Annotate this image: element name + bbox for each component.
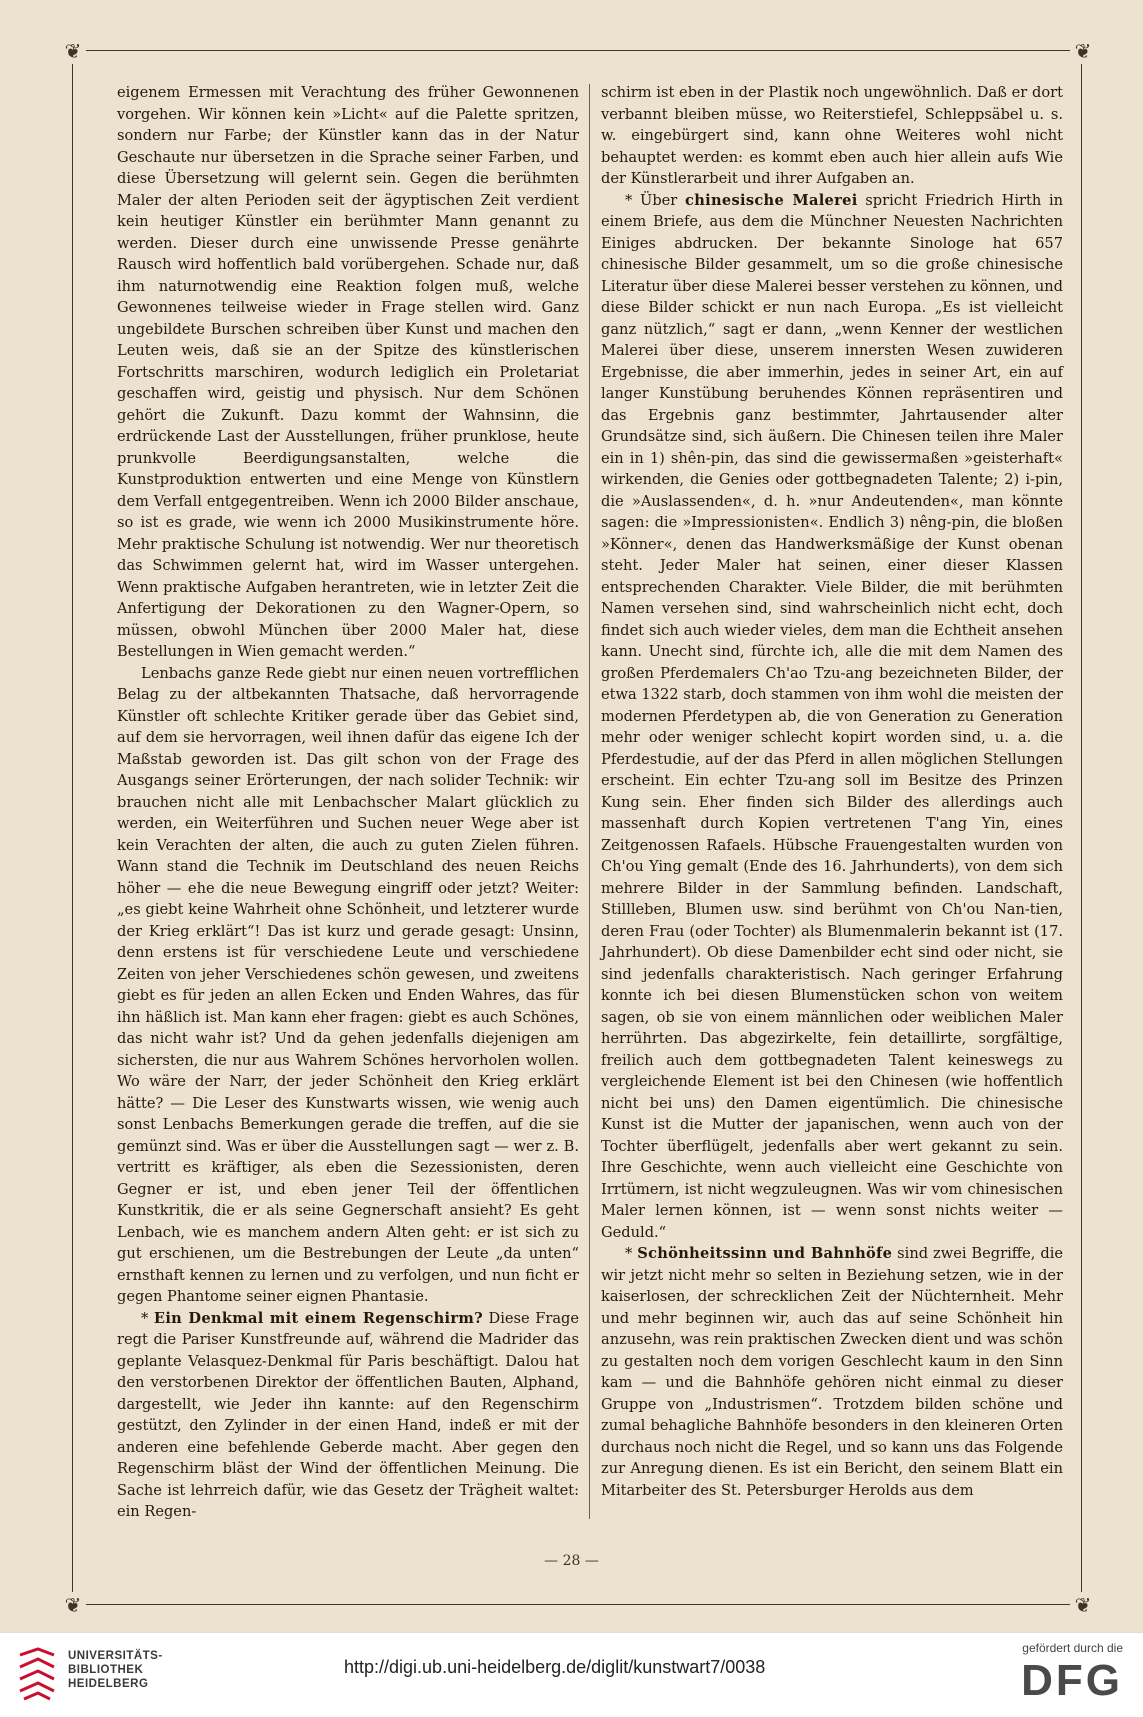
institution-name <box>68 1649 163 1691</box>
section-body: sind zwei Begriffe, die wir jetzt nicht mehr so selten in Beziehung setzen, wie in der kaiserlosen, der schrecklichen Zeit der Nüchternheit. Mehr und mehr beginnen wir, auch das auf seine Schönheit hin anzusehn, was rein praktischen Zwecken dient und was schön zu gestalten noch dem vorigen Geschlecht kaum in den Sinn kam — und die Bahnhöfe gehören nicht einmal zu dieser Gruppe von „Industrismen“. Trotzdem bilden schöne und zumal behagliche Bahnhöfe besonders in den kleineren Orten durchaus noch nicht die Regel, und so kann uns das Folgende zur Anregung dienen. Es ist ein Bericht, den seinem Blatt ein Mitarbeiter des St. Petersburger Herolds aus dem <box>601 1245 1064 1499</box>
institution-line: BIBLIOTHEK <box>68 1664 144 1676</box>
section-body: spricht Friedrich Hirth in einem Briefe, aus dem die Münchner Neuesten Nachrichten Einiges abdrucken. Der bekannte Sinologe hat 657 chinesische Bilder gesammelt, um so die große chinesische Literatur über diese Malerei besser verstehen zu können, und diese Bilder schickt er nun nach Europa. „Es ist vielleicht ganz nützlich,“ sagt er dann, „wenn Kenner der westlichen Malerei über diese, unserem innersten Wesen zuwideren Ergebnisse, die aber immerhin, jedes in seiner Art, ein auf langer Kunstübung beruhendes Können repräsentiren und das Ergebnis ganz bestimmter, Jahrtausender alter Grundsätze sind, sich äußern. Die Chinesen teilen ihre Maler ein in 1) shên-pin, das sind die gewissermaßen »geisterhaft« wirkenden, die Genies oder gottbegnadeten Talente; 2) i-pin, die »Auslassenden«, d. h. »nur Andeutenden«, man könnte sagen: die »Impressionisten«. Endlich 3) nêng-pin, die bloßen »Könner«, denen das Handwerksmäßige der Kunst obenan steht. Jeder Maler hat seinen, einer dieser Klassen entsprechenden Charakter. Viele Bilder, die mit berühmten Namen versehen sind, sind wahrscheinlich nicht echt, doch findet sich auch wieder vieles, dem man die Echtheit ansehen kann. Unecht sind, fürchte ich, alle die mit dem Namen des großen Pferdemalers Ch'ao Tzu-ang bezeichneten Bilder, der etwa 1322 starb, doch stammen von ihm wohl die meisten der modernen Pferdetypen ab, die von Generation zu Generation mehr oder weniger schlecht kopirt worden sind, u. a. die Pferdestudie, auf der das Pferd in allen möglichen Stellungen erscheint. Ein echter Tzu-ang soll im Besitze des Prinzen Kung sein. Eher finden sich Bilder des allerdings auch massenhaft durch Kopien vertretenen T'ang Yin, eines Zeitgenossen Rafaels. Hübsche Frauengestalten wurden von Ch'ou Ying gemalt (Ende des 16. Jahrhunderts), von dem sich mehrere Bilder in der Sammlung befinden. Landschaft, Stillleben, Blumen usw. sind berühmt von Ch'ou Nan-tien, deren Frau (oder Tochter) als Blumenmalerin bekannt ist (17. Jahrhundert). Ob diese Damenbilder echt sind oder nicht, sie sind jedenfalls charakteristisch. Nach geringer Erfahrung konnte ich bei diesen Blumenstücken schon von weitem sagen, ob sie von einem männlichen oder weiblichen Maler herrührten. Das abgezirkelte, fein detaillirte, sorgfältige, freilich auch dem gottbegnadeten Talent keineswegs zu vergleichende Element ist bei den Chinesen (wie hoffentlich nicht bei uns) den Damen eigentümlich. Die chinesische Kunst ist die Mutter der japanischen, wenn auch von der Tochter überflügelt, jedenfalls aber wert gekannt zu sein. Ihre Geschichte, wenn auch vielleicht eine Geschichte von Irrtümern, ist nicht wegzuleugnen. Was wir vom chinesischen Maler lernen können, ist — wenn sonst nichts weiter — Geduld.“ <box>601 191 1064 1241</box>
funded-by-label: gefördert durch die <box>1022 1641 1123 1655</box>
dfg-logo[interactable]: DFG <box>1021 1656 1123 1705</box>
section-marker: * <box>625 191 633 209</box>
section-marker: * <box>141 1309 149 1327</box>
section-lead: Über <box>640 191 678 209</box>
university-logo-icon[interactable] <box>14 1645 62 1705</box>
paragraph: schirm ist eben in der Plastik noch ungewöhnlich. Daß er dort verbannt bleiben müsse, wo Reiterstiefel, Schleppsäbel u. s. w. eingebürgert sind, kann ohne Weiteres wohl nicht behauptet werden: es kommt eben auch hier allein aufs Wie der Künstlerarbeit und ihrer Aufgaben an. <box>601 84 1063 187</box>
section-marker: * <box>625 1245 633 1262</box>
section-chinesische-malerei <box>601 190 1063 1244</box>
column-divider <box>589 84 590 1519</box>
paragraph: eigenem Ermessen mit Verachtung des früher Gewonnenen vorgehen. Wir können kein »Licht« auf die Palette spritzen, sondern nur Farbe; der Künstler kann das in der Natur Geschaute nur übersetzen in die Sprache seiner Farben, und diese Übersetzung will gelernt sein. Gegen die berühmten Maler der alten Perioden seit der ägyptischen Zeit verdient kein heutiger Künstler ein berühmter Mann genannt zu werden. Dieser durch eine unwissende Presse genährte Rausch wird hoffentlich bald vorübergehen. Schade nur, daß ihm naturnotwendig eine Reaktion folgen muß, welche Gewonnenes teilweise wieder in Frage stellen wird. Ganz ungebildete Burschen schreiben über Kunst und machen den Leuten weis, daß sie an der Spitze des künstlerischen Fortschritts marschiren, wodurch lediglich ein Proletariat geschaffen wird, geistig und physisch. Nur dem Schönen gehört die Zukunft. Dazu kommt der Wahnsinn, die erdrückende Last der Ausstellungen, früher prunklose, heute prunkvolle Beerdigungsanstalten, welche die Kunstproduktion entwerten und eine Menge von Künstlern dem Verfall entgegentreiben. Wenn ich 2000 Bilder anschaue, so ist es grade, wie wenn ich 2000 Musikinstrumente höre. Mehr praktische Schulung ist notwendig. Wer nur theoretisch das Schwimmen gelernt hat, wird im Wasser untergehen. Wenn praktische Aufgaben herantreten, wie in letzter Zeit die Anfertigung der Dekorationen zu den Wagner-Opern, so müssen, obwohl München über 2000 Maler hat, diese Bestellungen in Wien gemacht werden.“ <box>117 84 579 660</box>
section-heading: Schönheitssinn und Bahnhöfe <box>637 1245 893 1262</box>
paragraph: Lenbachs ganze Rede giebt nur einen neuen vortrefflichen Belag zu der altbekannten Thatsache, daß hervorragende Künstler oft schlechte Kritiker gerade über das Gebiet sind, auf dem sie hervorragen, weil ihnen dafür das eigene Ich der Maßstab geworden ist. Das gilt schon von der Frage des Ausgangs seiner Erörterungen, der nach solider Technik: wir brauchen nicht alle mit Lenbachscher Malart glücklich zu werden, ein Weiterführen und Suchen neuer Wege aber ist kein Verachten der alten, die auch zu guten Zielen führen. Wann stand die Technik im Deutschland des neuen Reichs höher — ehe die neue Bewegung eingriff oder jetzt? Weiter: „es giebt keine Wahrheit ohne Schönheit, und letzterer wurde der Krieg erklärt“! Das ist kurz und gerade gesagt: Unsinn, denn erstens ist für verschiedene Leute und verschiedene Zeiten von jeher Verschiedenes schön gewesen, und zweitens giebt es für jeden an allen Ecken und Enden Wahres, das für ihn häßlich ist. Man kann eher fragen: giebt es auch Schönes, das nicht wahr ist? Und da gehen jedenfalls diejenigen am sichersten, die nur aus Wahrem Schönes hervorholen wollen. Wo wäre der Narr, der jeder Schönheit den Krieg erklärt hätte? — Die Leser des Kunstwarts wissen, wie wenig auch sonst Lenbachs Bemerkungen gerade die treffen, auf die sie gemünzt sind. Was er über die Ausstellungen sagt — wer z. B. vertritt es kräftiger, als eben die Sezessionisten, deren Gegner er ist, und eben jener Teil der öffentlichen Kunstkritik, die er als seine Gegnerschaft ansieht? Es geht Lenbach, wie es manchem andern Alten geht: er ist sich zu gut erschienen, um die Bestrebungen der Leute „da unten“ ernsthaft kennen zu lernen und zu verfolgen, und nun ficht er gegen Phantome seiner eignen Phantasie. <box>117 664 579 1305</box>
section-heading: Ein Denkmal mit einem Regenschirm? <box>153 1309 483 1327</box>
institution-line: HEIDELBERG <box>68 1678 149 1690</box>
section-ein-denkmal <box>117 1308 579 1523</box>
corner-ornament-icon: ❦ <box>60 38 86 64</box>
section-heading: chinesische Malerei <box>685 191 858 209</box>
institution-line: UNIVERSITÄTS- <box>68 1650 163 1662</box>
permalink-url[interactable]: http://digi.ub.uni-heidelberg.de/diglit/kunstwart7/0038 <box>344 1657 766 1677</box>
corner-ornament-icon: ❦ <box>1070 1592 1096 1618</box>
left-column <box>117 82 579 1523</box>
corner-ornament-icon: ❦ <box>60 1592 86 1618</box>
section-schoenheitssinn <box>601 1243 1063 1501</box>
section-body: Diese Frage regt die Pariser Kunstfreunde auf, während die Madrider das geplante Velasquez-Denkmal für Paris beschäftigt. Dalou hat den verstorbenen Direktor der öffentlichen Bauten, Alphand, dargestellt, wie Jeder ihn kannte: auf den Regenschirm gestützt, den Zylinder in der einen Hand, indeß er mit der anderen eine befehlende Geberde macht. Aber gegen den Regenschirm bläst der Wind der öffentlichen Meinung. Die Sache ist lehrreich dafür, wie das Gesetz der Trägheit waltet: ein Regen- <box>117 1309 580 1520</box>
corner-ornament-icon: ❦ <box>1070 38 1096 64</box>
right-column <box>601 82 1063 1501</box>
page-number: — 28 — <box>544 1553 599 1569</box>
viewer-footer <box>0 1632 1143 1717</box>
